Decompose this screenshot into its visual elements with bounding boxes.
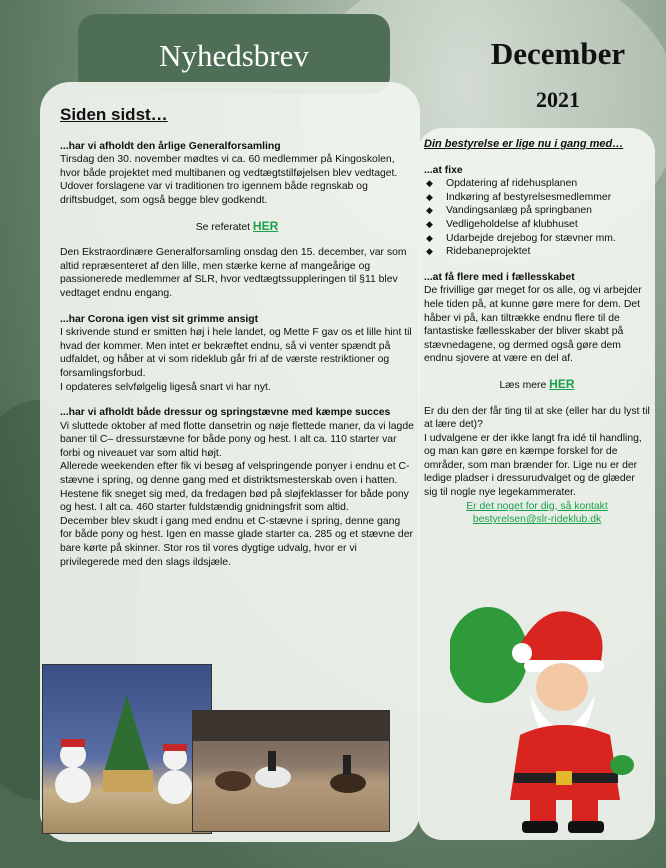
horses-photo: [192, 710, 390, 832]
list-item: ◆ Opdatering af ridehusplanen: [424, 177, 650, 191]
snowman-photo: [42, 664, 212, 834]
hay-bale: [103, 770, 153, 792]
santa-illustration: [450, 585, 650, 835]
left-column: [60, 105, 414, 569]
list-item: ◆ Vandingsanlæg på springbanen: [424, 204, 650, 218]
minutes-link-line: [60, 220, 414, 235]
santa-boot: [522, 821, 558, 833]
contact-line: Er det noget for dig, så kontakt: [466, 500, 608, 512]
issue-month: December: [490, 36, 626, 71]
santa-boot: [568, 821, 604, 833]
read-more-line: [424, 378, 650, 393]
issue-year: 2021: [536, 87, 580, 112]
section-heading-siden-sidst: Siden sidst…: [60, 105, 168, 124]
community-text: De frivillige gør meget for os alle, og vi arbejder hele tiden på, at kunne gøre mere for dem. Det håber vi på, kan tiltrække endnu flere til de fantastiske fællesskaber der bliver skabt på stævnedagene, og dermed også gøre dem endnu sjovere at være en del af.: [424, 285, 642, 365]
gf-text: Tirsdag den 30. november mødtes vi ca. 60 medlemmer på Kingoskolen, hvor både projektet med multibanen og vedtægtstilføjelsen blev vedtaget. Udover forslagene var vi traditionen tro igennem både regnskab og driftsbudget, som også begge blev godkendt.: [60, 154, 398, 206]
corona-text-2: I opdateres selvfølgelig ligeså snart vi har nyt.: [60, 381, 271, 393]
horse-shape: [330, 773, 366, 793]
list-item: ◆ Udarbejde drejebog for stævner mm.: [424, 232, 650, 246]
contact-email-link[interactable]: bestyrelsen@slr-rideklub.dk: [472, 514, 602, 526]
competitions-p2: Allerede weekenden efter fik vi besøg af velspringende ponyer i endnu et C-stævne i spring, og denne gang med et distriktsmesterskab oven i hatten. Hestene fik sneget sig med, da fredagen bød på sløjfeklasser for både pony og hest. I alt ca. 460 starter fuldstændig gnidningsfrit som altid.: [60, 461, 410, 514]
horses-scene: [193, 711, 389, 831]
fixe-heading: ...at fixe: [424, 164, 463, 176]
minutes-link-prefix: Se referatet: [195, 221, 251, 233]
christmas-tree: [103, 695, 151, 775]
newsletter-title: Nyhedsbrev: [159, 38, 309, 73]
competitions-p3: December blev skudt i gang med endnu et C-stævne i spring, denne gang for både pony og hest. Igen en masse glade starter ca. 285 og et stævne der bare kørte på skinner. Stor ros til vores dygtige udvalg, hvor er vi privilegerede med den slags ildsjæle.: [60, 515, 413, 568]
snowman-scene: [43, 665, 211, 833]
santa-coat: [510, 725, 620, 800]
santa-mitten: [610, 755, 634, 775]
community-heading: ...at få flere med i fællesskabet: [424, 271, 575, 283]
list-item: ◆ Indkøring af bestyrelsesmedlemmer: [424, 191, 650, 205]
fixe-list: [424, 177, 650, 259]
santa-face: [536, 663, 588, 711]
competitions-heading: ...har vi afholdt både dressur og springstævne med kæmpe succes: [60, 407, 391, 419]
cta-question: Er du den der får ting til at ske (eller har du lyst til at lære det)?: [424, 405, 650, 431]
minutes-link[interactable]: HER: [252, 218, 279, 233]
right-column: [424, 138, 650, 527]
read-more-prefix: Læs mere: [499, 379, 547, 391]
list-item: ◆ Vedligeholdelse af klubhuset: [424, 218, 650, 232]
list-item: ◆ Ridebaneprojektet: [424, 245, 650, 259]
cta-text: I udvalgene er der ikke langt fra idé til handling, og man kan gøre en kæmpe forskel for de områder, som man brænder for. Lige nu er der ledige pladser i dressurudvalget og de glæder sig til nogle nye legekammerater.: [424, 432, 642, 499]
egf-text: Den Ekstraordinære Generalforsamling onsdag den 15. december, var som altid repræsenteret af den lille, men stærke kerne af mangeårige og passionerede medlemmer af SLR, hvor vedtægtssuppleringen til §11 blev vedtaget endnu engang.: [60, 247, 407, 299]
horse-shape: [215, 771, 251, 791]
board-heading: Din bestyrelse er lige nu i gang med…: [424, 138, 624, 150]
gf-heading: ...har vi afholdt den årlige Generalforsamling: [60, 140, 281, 152]
read-more-link[interactable]: HER: [549, 376, 575, 391]
competitions-p1: Vi sluttede oktober af med flotte dansetrin og nøje flettede maner, da vi lagde baner til C– dressurstævne for både pony og hest. I alt ca. 110 starter var forbi og niveauet var som altid højt.: [60, 420, 414, 459]
corona-text: I skrivende stund er smitten høj i hele landet, og Mette F gav os et lille hint til hvad der kommer. Men intet er bekræftet endnu, så vi venter spændt på udfaldet, og håber at vi som rideklub går fri af de værste restriktioner og forsamlingsforbud.: [60, 327, 412, 379]
corona-heading: ...har Corona igen vist sit grimme ansigt: [60, 313, 259, 325]
